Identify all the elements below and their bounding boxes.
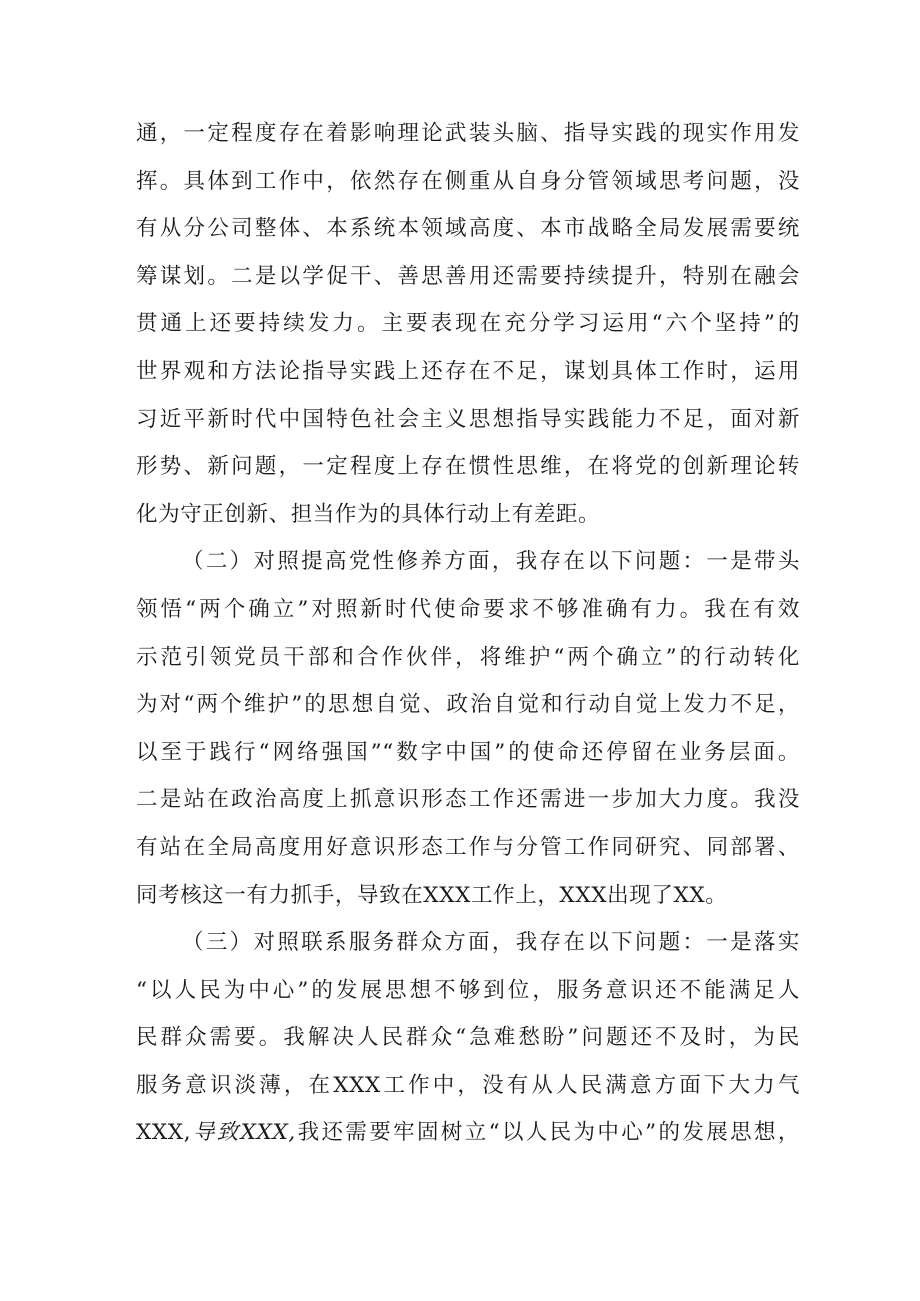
text-line-final: [136, 1109, 800, 1157]
text-line: 服务意识淡薄，在XXX工作中，没有从人民满意方面下大力气: [136, 1072, 800, 1098]
text-line: 通，一定程度存在着影响理论武装头脑、指导实践的现实作用发: [136, 121, 800, 146]
text-line: 世界观和方法论指导实践上还存在不足，谋划具体工作时，运用: [136, 358, 800, 384]
text-line: 习近平新时代中国特色社会主义思想指导实践能力不足，面对新: [136, 406, 800, 432]
text-line: 民群众需要。我解决人民群众“急难愁盼”问题还不及时，为民: [136, 1025, 800, 1051]
text-line: 领悟“两个确立”对照新时代使命要求不够准确有力。我在有效: [136, 596, 800, 622]
final-line-suffix: 我还需要牢固树立“以人民为中心”的发展思想，: [295, 1120, 800, 1146]
final-line-prefix: XXX,: [136, 1120, 192, 1146]
text-line: “以人民为中心”的发展思想不够到位，服务意识还不能满足人: [136, 977, 800, 1003]
paragraph-heading-2: （二）对照提高党性修养方面，我存在以下问题：一是带头: [182, 549, 800, 575]
paragraph-heading-3: （三）对照联系服务群众方面，我存在以下问题：一是落实: [182, 930, 800, 956]
text-line: 为对“两个维护”的思想自觉、政治自觉和行动自觉上发力不足，: [136, 692, 800, 718]
document-body: [136, 110, 800, 1157]
final-line-italic: 导致XXX,: [191, 1120, 296, 1146]
paragraph-end-line: 化为守正创新、担当作为的具体行动上有差距。: [136, 501, 601, 527]
text-line: 形势、新问题，一定程度上存在惯性思维，在将党的创新理论转: [136, 454, 800, 480]
text-line: 贯通上还要持续发力。主要表现在充分学习运用“六个坚持”的: [136, 311, 800, 337]
text-line: 有从分公司整体、本系统本领域高度、本市战略全局发展需要统: [136, 216, 800, 242]
paragraph-end-line: 同考核这一有力抓手，导致在XXX工作上，XXX出现了XX。: [136, 882, 728, 908]
text-line: 有站在全局高度用好意识形态工作与分管工作同研究、同部署、: [136, 834, 800, 860]
text-line: 筹谋划。二是以学促干、善思善用还需要持续提升，特别在融会: [136, 263, 800, 289]
text-line: 以至于践行“网络强国”“数字中国”的使命还停留在业务层面。: [136, 739, 800, 765]
text-line: 示范引领党员干部和合作伙伴，将维护“两个确立”的行动转化: [136, 644, 800, 670]
text-line: 二是站在政治高度上抓意识形态工作还需进一步加大力度。我没: [136, 787, 800, 813]
text-line: 挥。具体到工作中，依然存在侧重从自身分管领域思考问题，没: [136, 168, 800, 194]
